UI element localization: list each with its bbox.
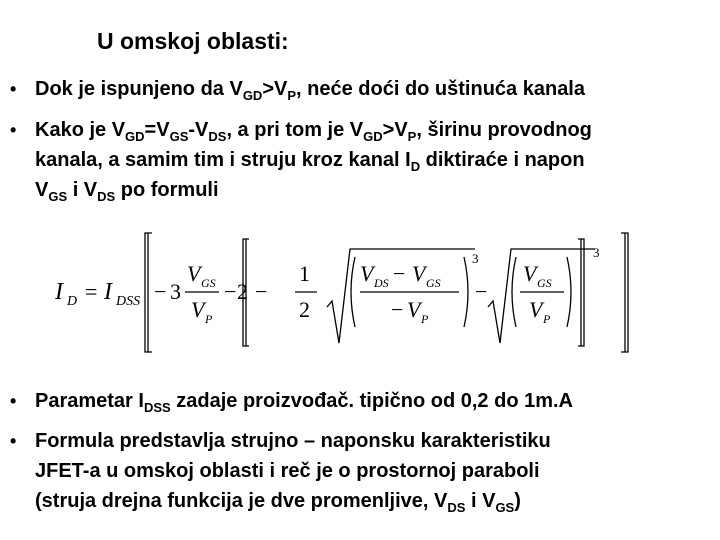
bullet-1-text: Dok je ispunjeno da $V_{GD}>V_P$, neće doći do uštinuća kanala — [35, 78, 585, 103]
minus-sign: − — [154, 279, 167, 304]
equals-sign: = — [85, 279, 98, 304]
vp-subscript: P — [543, 312, 551, 326]
minus-sign: − — [393, 261, 406, 286]
exponent-3: 3 — [593, 245, 600, 260]
minus-sign: − — [391, 297, 404, 322]
bullet-2 — [0, 116, 715, 206]
coefficient-2: 2 — [237, 279, 248, 304]
vgs-subscript: GS — [201, 276, 216, 290]
minus-sign: − — [475, 279, 488, 304]
drain-current-formula — [55, 229, 640, 356]
vgs-numerator: V — [187, 261, 201, 286]
id-subscript: D — [67, 294, 78, 309]
vp-denominator: V — [407, 297, 421, 322]
bullet-4 — [0, 427, 715, 517]
bullet-2-line-2: kanala, a samim tim i struju kroz kanal $I_D$ diktiraće i napon — [35, 149, 585, 174]
bullet-1 — [0, 75, 715, 103]
idss-subscript: DSS — [116, 294, 141, 309]
vp-subscript: P — [421, 312, 429, 326]
bullet-marker: • — [10, 120, 17, 140]
vgs-numerator: V — [412, 261, 426, 286]
bullet-4-line-2: JFET-a u omskoj oblasti i reč je o prostornoj paraboli — [35, 460, 540, 482]
minus-sign: − — [224, 279, 237, 304]
idss-symbol: I — [104, 279, 112, 305]
vp-subscript: P — [205, 312, 213, 326]
bullet-4-line-3: (struja drejna funkcija je dve promenljive, $V_{DS}$ i $V_{GS}$) — [35, 490, 521, 515]
one-numerator: 1 — [299, 261, 310, 286]
vgs-subscript: GS — [426, 276, 441, 290]
vp-denominator: V — [191, 297, 205, 322]
exponent-3: 3 — [472, 251, 479, 266]
bullet-3-text: Parametar $I_{DSS}$ zadaje proizvođač. tipično od 0,2 do 1m.A — [35, 390, 573, 415]
coefficient-3: 3 — [170, 279, 181, 304]
vgs-subscript: GS — [537, 276, 552, 290]
bullet-3 — [0, 387, 715, 415]
minus-sign: − — [255, 279, 268, 304]
slide-title: U omskoj oblasti: — [97, 28, 289, 54]
bullet-2-line-1: Kako je $V_{GD}=V_{GS}-V_{DS}$, a pri tom je $V_{GD}>V_P$, širinu provodnog — [35, 119, 592, 144]
bullet-4-line-1: Formula predstavlja strujno – naponsku karakteristiku — [35, 430, 551, 452]
bullet-marker: • — [10, 431, 17, 451]
vds-subscript: DS — [374, 276, 389, 290]
bullet-marker: • — [10, 79, 17, 99]
vds-numerator: V — [360, 261, 374, 286]
two-denominator: 2 — [299, 297, 310, 322]
bullet-2-line-3: $V_{GS}$ i $V_{DS}$ po formuli — [35, 179, 219, 204]
vgs-numerator: V — [523, 261, 537, 286]
bullet-marker: • — [10, 391, 17, 411]
id-symbol: I — [55, 279, 63, 305]
vp-denominator: V — [529, 297, 543, 322]
formula-svg — [55, 229, 640, 356]
